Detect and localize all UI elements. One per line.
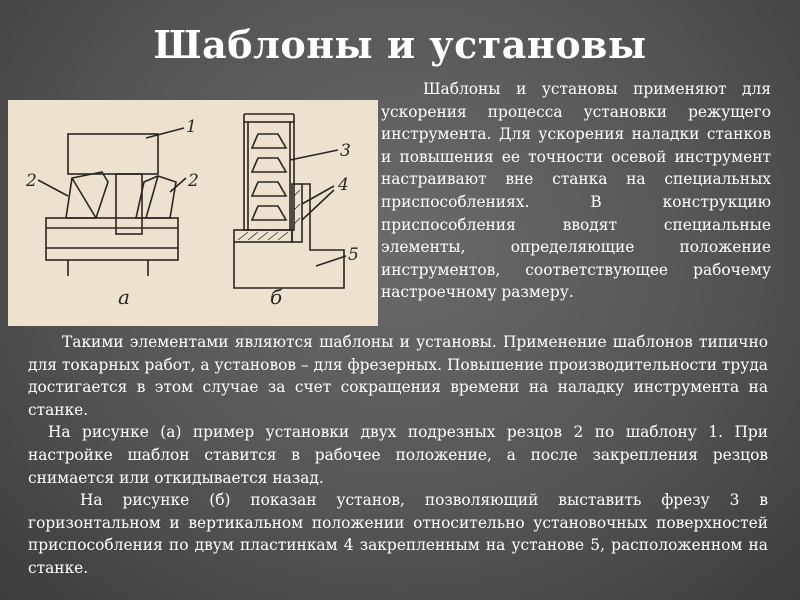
- mill-tooth: [252, 206, 286, 220]
- template-shape: [68, 134, 158, 174]
- paragraph-figure-a: На рисунке (а) пример установки двух подрезных резцов 2 по шаблону 1. При настройке шаблон ставится в рабочее положение, а после закрепления резцов снимается или откидывается назад.: [28, 423, 768, 487]
- intro-paragraph: Шаблоны и установы применяют для ускорения процесса установки режущего инструмента. Для ускорения наладки станков и повышения ее точности осевой инструмент настраивают вне станка на специальных приспособлениях. В конструкцию приспособления вводят специальные элементы, определяющие положение инструментов, соответствующее рабочему настроечному размеру.: [381, 80, 771, 302]
- label-setter-5: 5: [348, 245, 359, 265]
- body-text: [28, 331, 768, 580]
- mill-column: [244, 122, 294, 230]
- label-template-1: 1: [186, 117, 197, 137]
- slide-title: Шаблоны и установы: [153, 22, 647, 67]
- figure-drawing: [8, 100, 378, 326]
- figure-illustration: [8, 100, 378, 326]
- label-mill-3: 3: [340, 141, 351, 161]
- template-stem: [116, 174, 142, 234]
- label-plates-4: 4: [338, 175, 349, 195]
- setter-shape: [234, 184, 344, 288]
- label-cutter-2-right: 2: [188, 171, 199, 191]
- mill-tooth: [252, 134, 286, 148]
- base-block-a: [46, 218, 178, 260]
- paragraph-figure-b: На рисунке (б) показан установ, позволяющий выставить фрезу 3 в горизонтальном и вертикальном положении относительно установочных поверхностей приспособления по двум пластинкам 4 закрепленным на установе 5, расположенном на станке.: [28, 491, 768, 577]
- mill-tooth: [252, 158, 286, 172]
- caption-a: а: [118, 285, 130, 309]
- caption-b: б: [270, 285, 283, 309]
- label-cutter-2-left: 2: [26, 171, 37, 191]
- mill-tooth: [252, 182, 286, 196]
- paragraph-templates: Такими элементами являются шаблоны и установы. Применение шаблонов типично для токарных работ, а установов – для фрезерных. Повышение производительности труда достигается в этом случае за счет сокращения времени на наладку инструмента на станке.: [28, 333, 768, 419]
